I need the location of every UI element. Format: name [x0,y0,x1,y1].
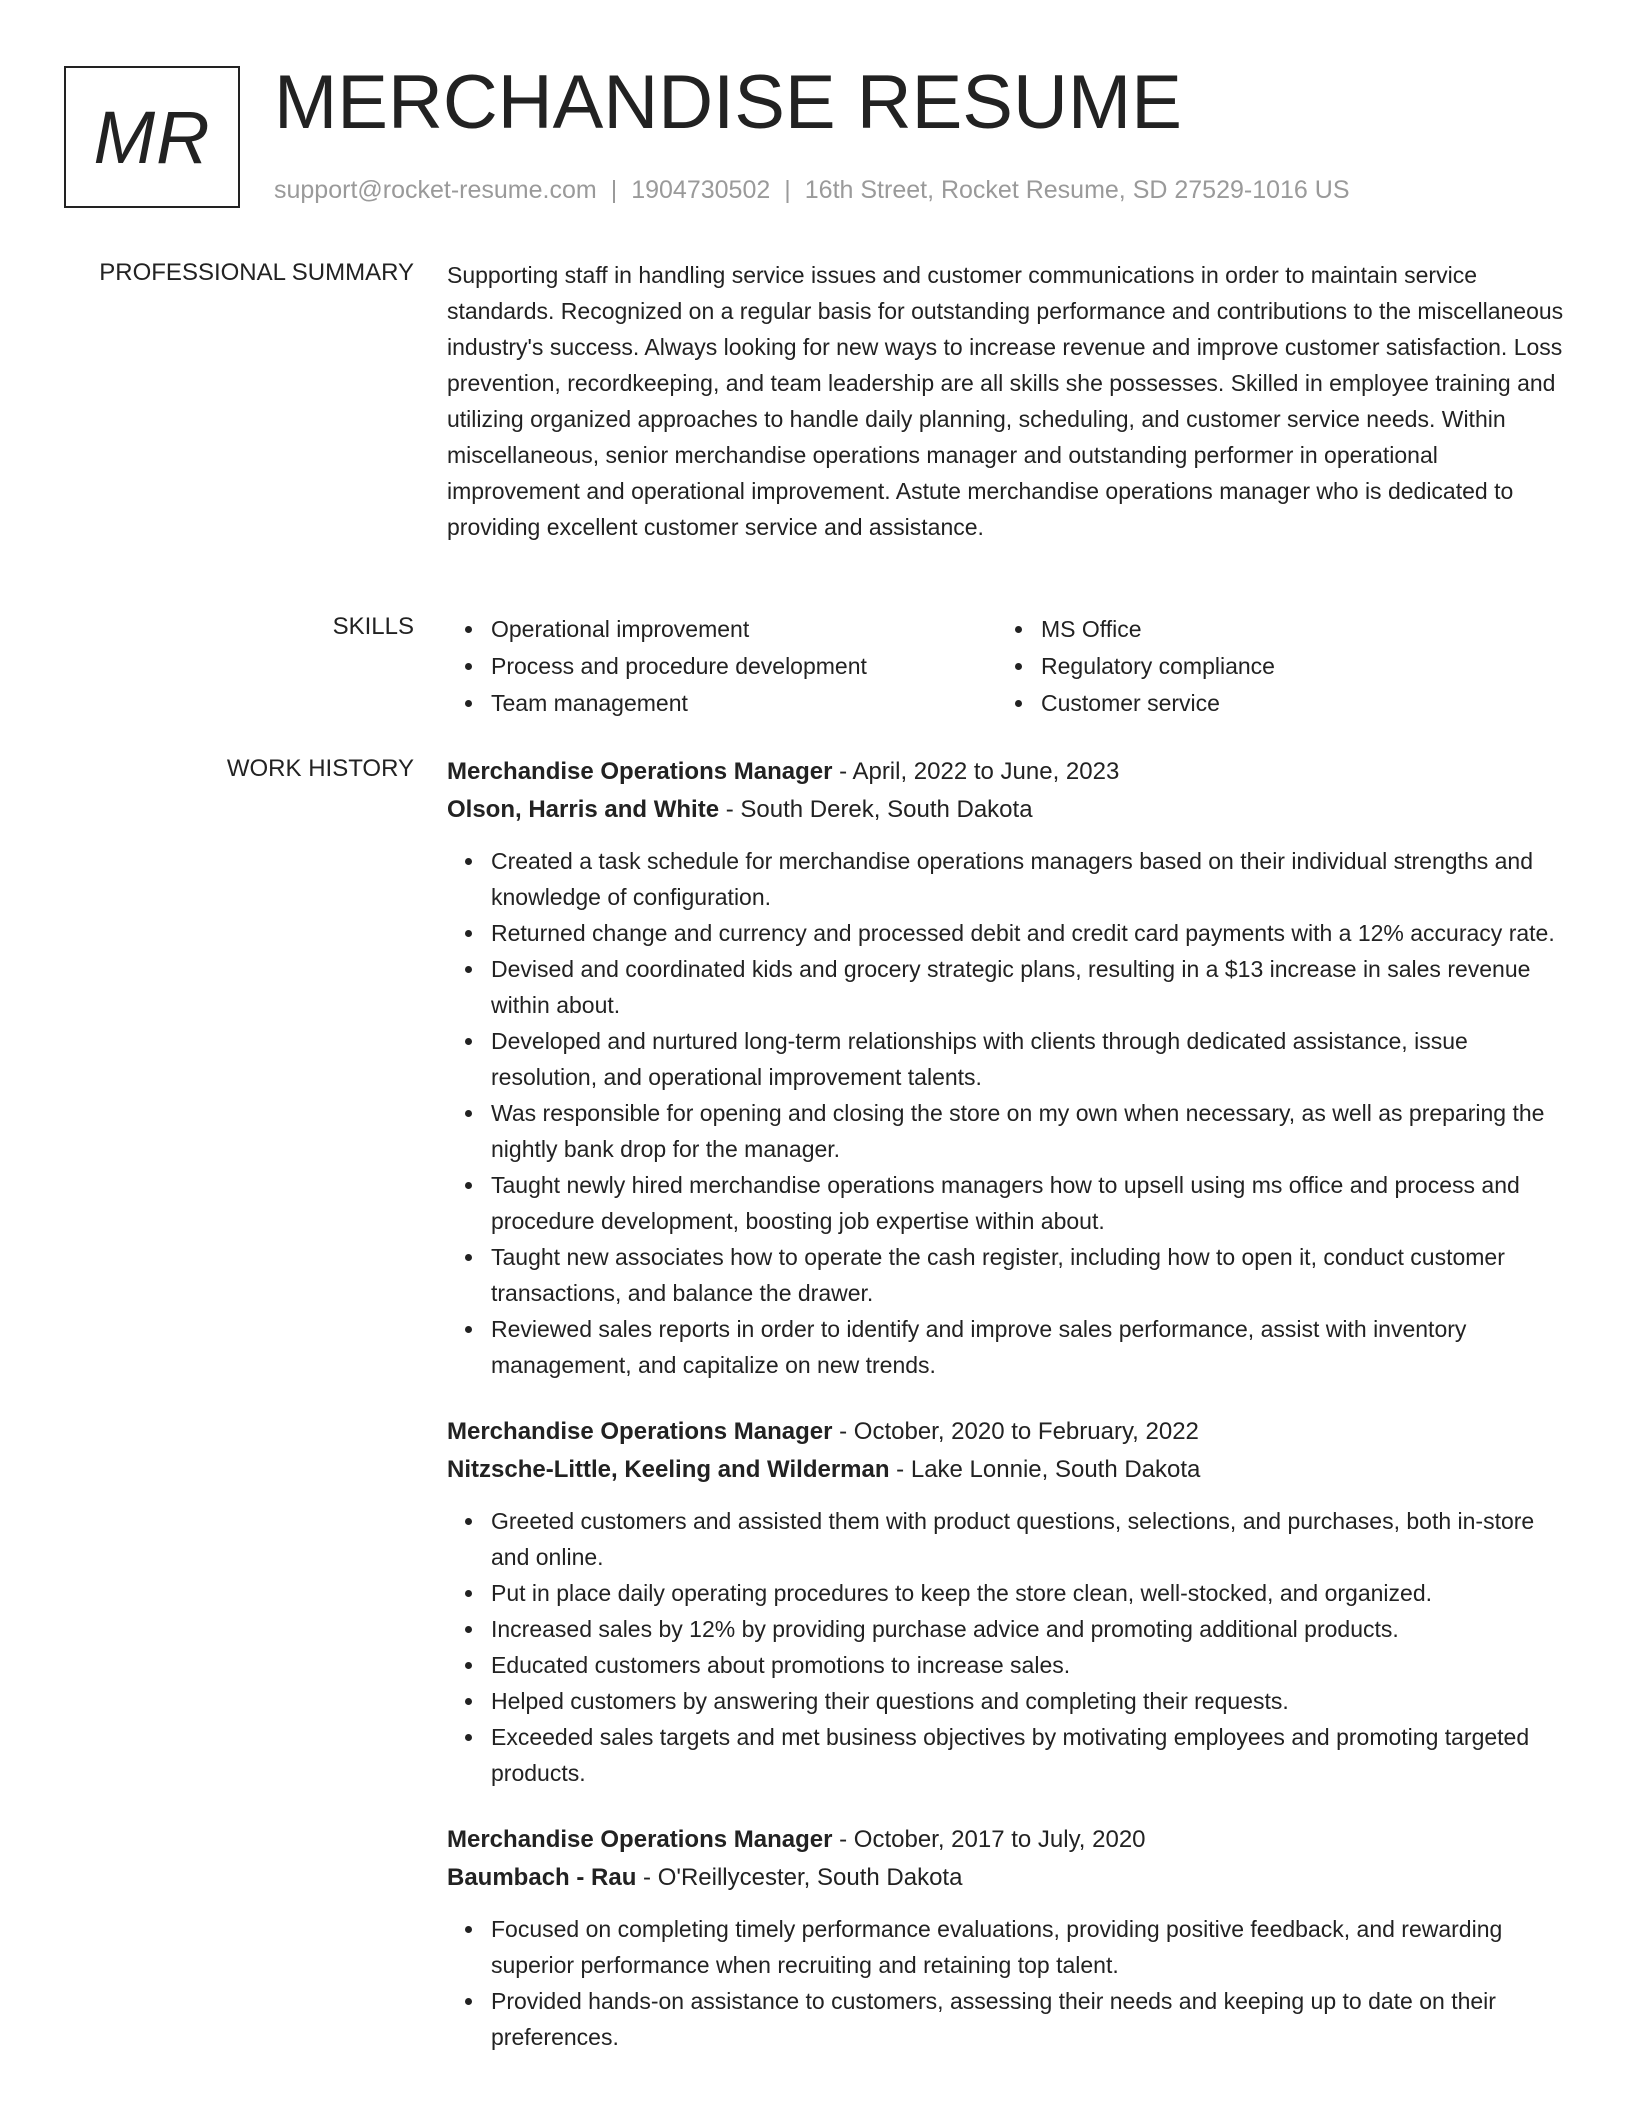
skill-item: Process and procedure development [491,648,997,685]
skills-list-right [997,611,1547,722]
job-dates: - April, 2022 to June, 2023 [832,758,1120,785]
contact-address: 16th Street, Rocket Resume, SD 27529-1016 US [804,176,1350,204]
job-company-line [447,1859,1565,1897]
duty-item: Taught newly hired merchandise operations managers how to upsell using ms office and process and procedure development, boosting job expertise within about. [491,1167,1565,1239]
section-label-summary: PROFESSIONAL SUMMARY [99,259,414,286]
duty-item: Provided hands-on assistance to customers, assessing their needs and keeping up to date on their preferences. [491,1983,1565,2055]
skill-item: Customer service [1041,685,1547,722]
monogram-initials: MR [93,95,211,179]
contact-email: support@rocket-resume.com [274,176,597,204]
job-title: Merchandise Operations Manager [447,758,833,785]
duty-item: Taught new associates how to operate the cash register, including how to open it, conduct customer transactions, and balance the drawer. [491,1239,1565,1311]
duty-item: Helped customers by answering their questions and completing their requests. [491,1683,1565,1719]
skills-body [447,611,1565,722]
duty-item: Educated customers about promotions to increase sales. [491,1647,1565,1683]
job-location: - South Derek, South Dakota [719,796,1033,823]
job-duties-list [447,1911,1565,2055]
job-entry [447,1821,1565,2055]
duty-item: Was responsible for opening and closing the store on my own when necessary, as well as preparing the nightly bank drop for the manager. [491,1095,1565,1167]
skills-list-left [447,611,997,722]
contact-separator: | [784,176,791,204]
job-duties-list [447,1503,1565,1791]
job-title-line [447,1821,1565,1859]
summary-text: Supporting staff in handling service issues and customer communications in order to maintain service standards. Recognized on a regular basis for outstanding performance and contributions to the miscellaneous industry's success. Always looking for new ways to increase revenue and improve customer satisfaction. Loss prevention, recordkeeping, and team leadership are all skills she possesses. Skilled in employee training and utilizing organized approaches to handle daily planning, scheduling, and customer service needs. Within miscellaneous, senior merchandise operations manager and outstanding performer in operational improvement and operational improvement. Astute merchandise operations manager who is dedicated to providing excellent customer service and assistance. [447,262,1564,540]
duty-item: Put in place daily operating procedures to keep the store clean, well-stocked, and organized. [491,1575,1565,1611]
duty-item: Created a task schedule for merchandise operations managers based on their individual strengths and knowledge of configuration. [491,843,1565,915]
section-label-work-history: WORK HISTORY [226,755,414,782]
job-title: Merchandise Operations Manager [447,1418,833,1445]
job-company-line [447,791,1565,829]
work-history-body [447,753,1565,2085]
job-title-line [447,1413,1565,1451]
duty-item: Returned change and currency and processed debit and credit card payments with a 12% accuracy rate. [491,915,1565,951]
duty-item: Focused on completing timely performance evaluations, providing positive feedback, and rewarding superior performance when recruiting and retaining top talent. [491,1911,1565,1983]
duty-item: Developed and nurtured long-term relationships with clients through dedicated assistance, issue resolution, and operational improvement talents. [491,1023,1565,1095]
job-company: Nitzsche-Little, Keeling and Wilderman [447,1456,890,1483]
job-dates: - October, 2020 to February, 2022 [832,1418,1199,1445]
monogram-box [64,66,240,208]
contact-separator: | [610,176,618,204]
job-dates: - October, 2017 to July, 2020 [832,1826,1146,1853]
contact-phone: 1904730502 [631,176,771,204]
duty-item: Increased sales by 12% by providing purchase advice and promoting additional products. [491,1611,1565,1647]
duty-item: Greeted customers and assisted them with product questions, selections, and purchases, both in-store and online. [491,1503,1565,1575]
section-label-skills: SKILLS [332,613,414,640]
job-location: - Lake Lonnie, South Dakota [889,1456,1201,1483]
job-title: Merchandise Operations Manager [447,1826,833,1853]
duty-item: Reviewed sales reports in order to identify and improve sales performance, assist with inventory management, and capitalize on new trends. [491,1311,1565,1383]
duty-item: Exceeded sales targets and met business objectives by motivating employees and promoting targeted products. [491,1719,1565,1791]
skill-item: MS Office [1041,611,1547,648]
job-entry [447,1413,1565,1791]
summary-body [447,257,1565,545]
job-company-line [447,1451,1565,1489]
skills-columns [447,611,1565,722]
resume-title: MERCHANDISE RESUME [274,60,1182,145]
job-entry [447,753,1565,1383]
skill-item: Team management [491,685,997,722]
job-location: - O'Reillycester, South Dakota [636,1864,963,1891]
contact-line [274,174,1350,206]
duty-item: Devised and coordinated kids and grocery strategic plans, resulting in a $13 increase in sales revenue within about. [491,951,1565,1023]
job-company: Baumbach - Rau [447,1864,637,1891]
skill-item: Operational improvement [491,611,997,648]
job-duties-list [447,843,1565,1383]
job-title-line [447,753,1565,791]
skill-item: Regulatory compliance [1041,648,1547,685]
job-company: Olson, Harris and White [447,796,720,823]
